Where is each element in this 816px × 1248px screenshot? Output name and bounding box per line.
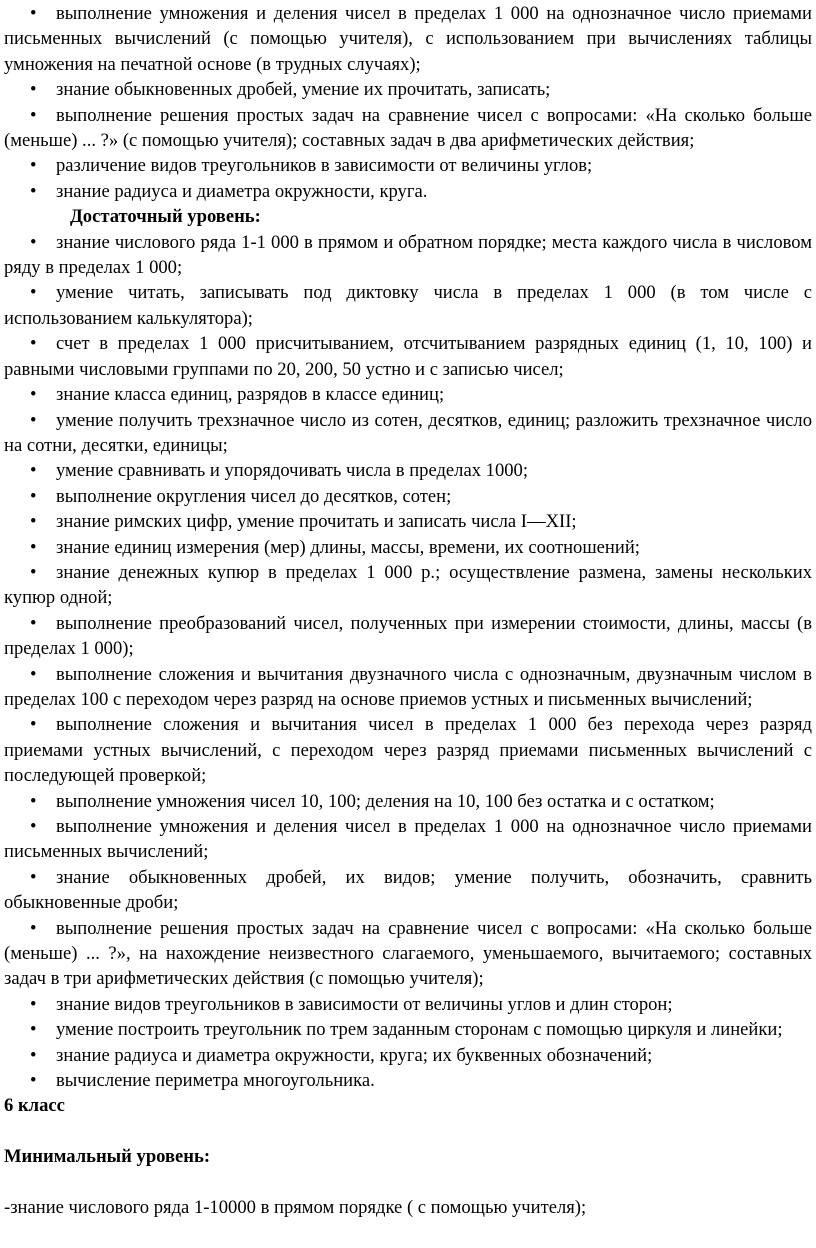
bullet-icon: • xyxy=(30,1044,37,1066)
list-item-text: знание обыкновенных дробей, умение их прочитать, записать; xyxy=(56,79,551,101)
list-item-text: знание обыкновенных дробей, их видов; умение получить, обозначить, сравнить обыкновенные дроби; xyxy=(4,866,812,914)
list-item xyxy=(4,1,812,77)
list-item xyxy=(4,331,812,382)
bullet-icon: • xyxy=(30,180,37,202)
list-item-text: выполнение умножения и деления чисел в пределах 1 000 на однозначное число приемами письменных вычислений (с помощью учителя), с использованием при вычислениях таблицы умножения на печатной основе (в трудных случаях); xyxy=(4,3,812,75)
bullet-icon: • xyxy=(30,485,37,507)
bullet-icon: • xyxy=(30,231,37,253)
bullet-icon: • xyxy=(30,1019,37,1041)
list-item xyxy=(4,1043,812,1068)
bullet-icon: • xyxy=(30,714,37,736)
list-item-text: знание видов треугольников в зависимости от величины углов и длин сторон; xyxy=(56,993,673,1015)
sufficient-level-heading: Достаточный уровень: xyxy=(70,206,261,228)
list-item xyxy=(4,153,812,178)
list-item-text: знание римских цифр, умение прочитать и записать числа I—XII; xyxy=(56,511,577,533)
list-item xyxy=(4,280,812,331)
list-item xyxy=(4,535,812,560)
bullet-icon: • xyxy=(30,536,37,558)
list-item xyxy=(4,1017,812,1042)
list-item-text: умение получить трехзначное число из сотен, десятков, единиц; разложить трехзначное число на сотни, десятки, единицы; xyxy=(4,409,812,456)
list-item-text: знание радиуса и диаметра окружности, круга; их буквенных обозначений; xyxy=(56,1044,653,1066)
bullet-icon: • xyxy=(30,333,37,355)
bullet-icon: • xyxy=(30,79,37,101)
bullet-icon: • xyxy=(30,612,37,634)
bullet-icon: • xyxy=(30,866,37,888)
list-item xyxy=(4,458,812,483)
list-item-text: умение читать, записывать под диктовку числа в пределах 1 000 (в том числе с использованием калькулятора); xyxy=(4,282,812,329)
list-item xyxy=(4,560,812,611)
list-item xyxy=(4,1068,812,1093)
list-item-text: выполнение решения простых задач на сравнение чисел с вопросами: «На сколько больше (меньше) ... ?», на нахождение неизвестного слагаемого, уменьшаемого, вычитаемого; составных задач в три арифметических действия (с помощью учителя); xyxy=(4,917,812,990)
list-item-text: умение построить треугольник по трем заданным сторонам с помощью циркуля и линейки; xyxy=(56,1019,783,1041)
list-item xyxy=(4,712,812,788)
list-item-text: выполнение сложения и вычитания двузначного числа с однозначным, двузначным числом в пределах 100 с переходом через разряд на основе приемов устных и письменных вычислений; xyxy=(4,663,812,710)
list-item xyxy=(4,382,812,407)
list-item xyxy=(4,789,812,814)
bullet-list-block-1 xyxy=(4,1,812,204)
list-item-text: вычисление периметра многоугольника. xyxy=(56,1070,375,1092)
list-item-text: выполнение умножения чисел 10, 100; деления на 10, 100 без остатка и с остатком; xyxy=(56,790,715,812)
bullet-icon: • xyxy=(30,155,37,177)
bullet-icon: • xyxy=(30,1070,37,1092)
bullet-icon: • xyxy=(30,790,37,812)
list-item-text: знание денежных купюр в пределах 1 000 р.; осуществление размена, замены нескольких купюр одной; xyxy=(4,561,812,609)
bullet-icon: • xyxy=(30,561,37,583)
bullet-list-block-2 xyxy=(4,230,812,1094)
list-item-text: знание числового ряда 1-1 000 в прямом и обратном порядке; места каждого числа в числовом ряду в пределах 1 000; xyxy=(4,231,812,279)
bullet-icon: • xyxy=(30,460,37,482)
list-item xyxy=(4,611,812,662)
list-item-text: выполнение сложения и вычитания чисел в пределах 1 000 без перехода через разряд приемами устных вычислений, с переходом через разряд приемами письменных вычислений с последующей проверкой; xyxy=(4,714,812,787)
list-item-text: выполнение умножения и деления чисел в пределах 1 000 на однозначное число приемами письменных вычислений; xyxy=(4,816,812,863)
list-item-text: выполнение решения простых задач на сравнение чисел с вопросами: «На сколько больше (меньше) ... ?» (с помощью учителя); составных задач в два арифметических действия; xyxy=(4,104,812,152)
bullet-icon: • xyxy=(30,511,37,533)
list-item xyxy=(4,509,812,534)
list-item-text: различение видов треугольников в зависимости от величины углов; xyxy=(56,155,593,177)
list-item xyxy=(4,916,812,992)
class-heading: 6 класс xyxy=(4,1095,65,1117)
list-item xyxy=(4,865,812,916)
list-item-text: выполнение преобразований чисел, полученных при измерении стоимости, длины, массы (в пределах 1 000); xyxy=(4,612,812,660)
bullet-icon: • xyxy=(30,3,37,24)
list-item-text: знание класса единиц, разрядов в классе единиц; xyxy=(56,384,445,406)
list-item xyxy=(4,814,812,865)
bullet-icon: • xyxy=(30,917,37,939)
list-item xyxy=(4,992,812,1017)
bullet-icon: • xyxy=(30,384,37,406)
list-item-text: счет в пределах 1 000 присчитыванием, отсчитыванием разрядных единиц (1, 10, 100) и равными числовыми группами по 20, 200, 50 устно и с записью чисел; xyxy=(4,333,812,380)
list-item-text: умение сравнивать и упорядочивать числа в пределах 1000; xyxy=(56,460,529,482)
bullet-icon: • xyxy=(30,993,37,1015)
list-item xyxy=(4,484,812,509)
bullet-icon: • xyxy=(30,816,37,837)
list-item-plain: -знание числового ряда 1-10000 в прямом порядке ( с помощью учителя); xyxy=(4,1197,587,1219)
list-item xyxy=(4,77,812,102)
bullet-icon: • xyxy=(30,104,37,126)
list-item xyxy=(4,408,812,459)
bullet-icon: • xyxy=(30,282,37,304)
list-item-text: выполнение округления чисел до десятков, сотен; xyxy=(56,485,452,507)
minimal-level-heading: Минимальный уровень: xyxy=(4,1145,211,1167)
list-item xyxy=(4,230,812,281)
list-item-text: знание единиц измерения (мер) длины, массы, времени, их соотношений; xyxy=(56,536,640,558)
list-item xyxy=(4,662,812,713)
list-item-text: знание радиуса и диаметра окружности, круга. xyxy=(56,180,428,202)
list-item xyxy=(4,179,812,204)
bullet-icon: • xyxy=(30,409,37,431)
bullet-icon: • xyxy=(30,663,37,685)
list-item xyxy=(4,103,812,154)
